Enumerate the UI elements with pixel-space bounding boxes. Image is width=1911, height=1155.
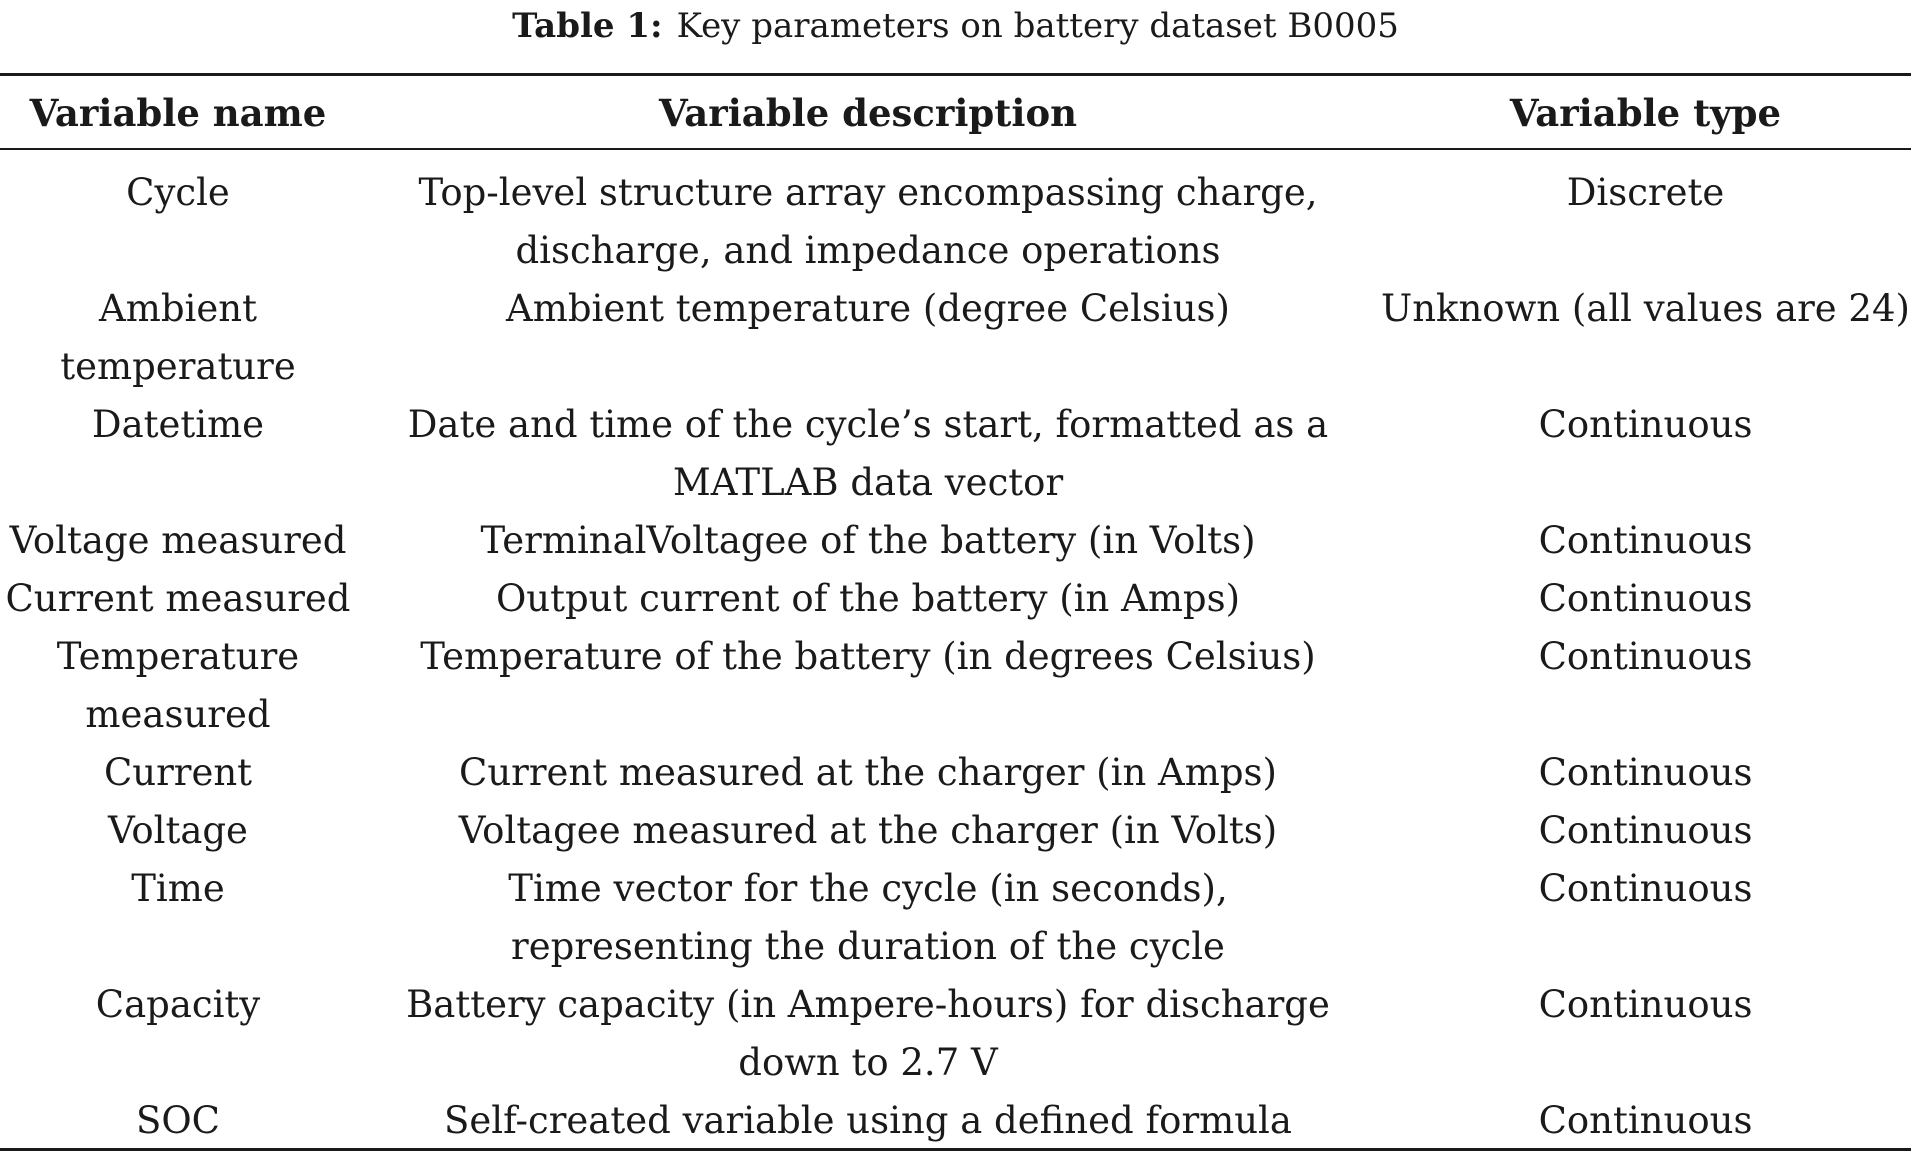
variable-description-cell [356, 512, 1380, 570]
variable-type-cell [1380, 802, 1911, 860]
variable-type-cell-line: Continuous [1538, 751, 1753, 794]
variable-name-cell-line: Current [103, 751, 253, 794]
variable-type-cell-line: Unknown (all values are 24) [1381, 287, 1910, 330]
variable-type-cell [1380, 628, 1911, 744]
variable-name-cell [0, 570, 356, 628]
variable-name-cell [0, 976, 356, 1092]
variable-description-cell-line: down to 2.7 V [738, 1041, 998, 1084]
parameters-table [0, 76, 1911, 1150]
variable-description-cell [356, 744, 1380, 802]
variable-name-cell [0, 860, 356, 976]
variable-name-cell [0, 802, 356, 860]
variable-name-cell [0, 512, 356, 570]
variable-name-cell [0, 280, 356, 396]
variable-type-cell-line: Discrete [1566, 171, 1725, 214]
variable-description-cell-line: Voltagee measured at the charger (in Volts) [458, 809, 1278, 852]
caption-text: Key parameters on battery dataset B0005 [676, 6, 1399, 46]
column-header-variable-type: Variable type [1509, 91, 1782, 135]
variable-type-cell [1380, 512, 1911, 570]
variable-type-cell [1380, 860, 1911, 976]
variable-type-cell-line: Continuous [1538, 983, 1753, 1026]
variable-name-cell-line: Cycle [126, 171, 230, 214]
table-caption [0, 0, 1911, 52]
spacer-cell [0, 150, 1911, 164]
variable-name-cell-line: Voltage measured [9, 519, 347, 562]
variable-name-cell-line: Voltage [108, 809, 248, 852]
variable-name-cell-line: Ambient [99, 287, 257, 330]
variable-name-cell [0, 628, 356, 744]
variable-description-cell [356, 976, 1380, 1092]
variable-name-cell-line: Time [131, 867, 225, 910]
variable-type-cell [1380, 976, 1911, 1092]
variable-description-cell-line: representing the duration of the cycle [511, 925, 1225, 968]
variable-name-cell-line: temperature [60, 345, 296, 388]
table-spacer-row [0, 150, 1911, 164]
variable-type-cell-line: Continuous [1538, 867, 1753, 910]
caption-label: Table 1: [512, 6, 663, 46]
variable-description-cell [356, 396, 1380, 512]
table-row [0, 860, 1911, 976]
variable-type-cell [1380, 570, 1911, 628]
table-row [0, 396, 1911, 512]
variable-name-cell-line: Current measured [5, 577, 351, 620]
variable-type-cell [1380, 280, 1911, 396]
variable-type-cell-line: Continuous [1538, 809, 1753, 852]
variable-description-cell [356, 1092, 1380, 1150]
variable-type-cell-line: Continuous [1538, 635, 1753, 678]
table-body [0, 150, 1911, 1150]
variable-description-cell-line: discharge, and impedance operations [515, 229, 1221, 272]
variable-description-cell [356, 802, 1380, 860]
variable-name-cell [0, 396, 356, 512]
variable-description-cell-line: Ambient temperature (degree Celsius) [506, 287, 1230, 330]
variable-description-cell-line: Self-created variable using a defined formula [444, 1099, 1292, 1142]
variable-type-cell-line: Continuous [1538, 519, 1753, 562]
table-row [0, 744, 1911, 802]
variable-name-cell-line: measured [85, 693, 271, 736]
variable-description-cell-line: Time vector for the cycle (in seconds), [508, 867, 1228, 910]
variable-type-cell [1380, 164, 1911, 280]
variable-name-cell [0, 744, 356, 802]
table-header-row [0, 76, 1911, 150]
variable-type-cell [1380, 1092, 1911, 1150]
variable-description-cell-line: MATLAB data vector [672, 461, 1064, 504]
variable-name-cell [0, 1092, 356, 1150]
table-row [0, 570, 1911, 628]
variable-description-cell [356, 280, 1380, 396]
table-row [0, 628, 1911, 744]
variable-description-cell-line: Temperature of the battery (in degrees Celsius) [420, 635, 1316, 678]
variable-description-cell-line: Output current of the battery (in Amps) [495, 577, 1241, 620]
table-row [0, 802, 1911, 860]
variable-description-cell-line: Current measured at the charger (in Amps) [459, 751, 1277, 794]
table-row [0, 280, 1911, 396]
table-row [0, 512, 1911, 570]
variable-name-cell-line: Capacity [95, 983, 261, 1026]
variable-description-cell-line: TerminalVoltagee of the battery (in Volts) [480, 519, 1256, 562]
variable-description-cell [356, 628, 1380, 744]
variable-description-cell [356, 570, 1380, 628]
variable-name-cell-line: Temperature [56, 635, 300, 678]
variable-type-cell-line: Continuous [1538, 403, 1753, 446]
variable-description-cell [356, 860, 1380, 976]
variable-name-cell-line: Datetime [91, 403, 265, 446]
variable-type-cell-line: Continuous [1538, 1099, 1753, 1142]
table-row [0, 976, 1911, 1092]
variable-type-cell [1380, 396, 1911, 512]
variable-description-cell [356, 164, 1380, 280]
variable-type-cell-line: Continuous [1538, 577, 1753, 620]
table-row [0, 1092, 1911, 1150]
table-row [0, 164, 1911, 280]
variable-name-cell-line: SOC [136, 1099, 220, 1142]
variable-description-cell-line: Date and time of the cycle’s start, formatted as a [407, 403, 1329, 446]
variable-description-cell-line: Top-level structure array encompassing charge, [418, 171, 1318, 214]
column-header-variable-name: Variable name [29, 91, 327, 135]
variable-type-cell [1380, 744, 1911, 802]
variable-description-cell-line: Battery capacity (in Ampere-hours) for discharge [406, 983, 1330, 1026]
column-header-variable-description: Variable description [658, 91, 1078, 135]
variable-name-cell [0, 164, 356, 280]
